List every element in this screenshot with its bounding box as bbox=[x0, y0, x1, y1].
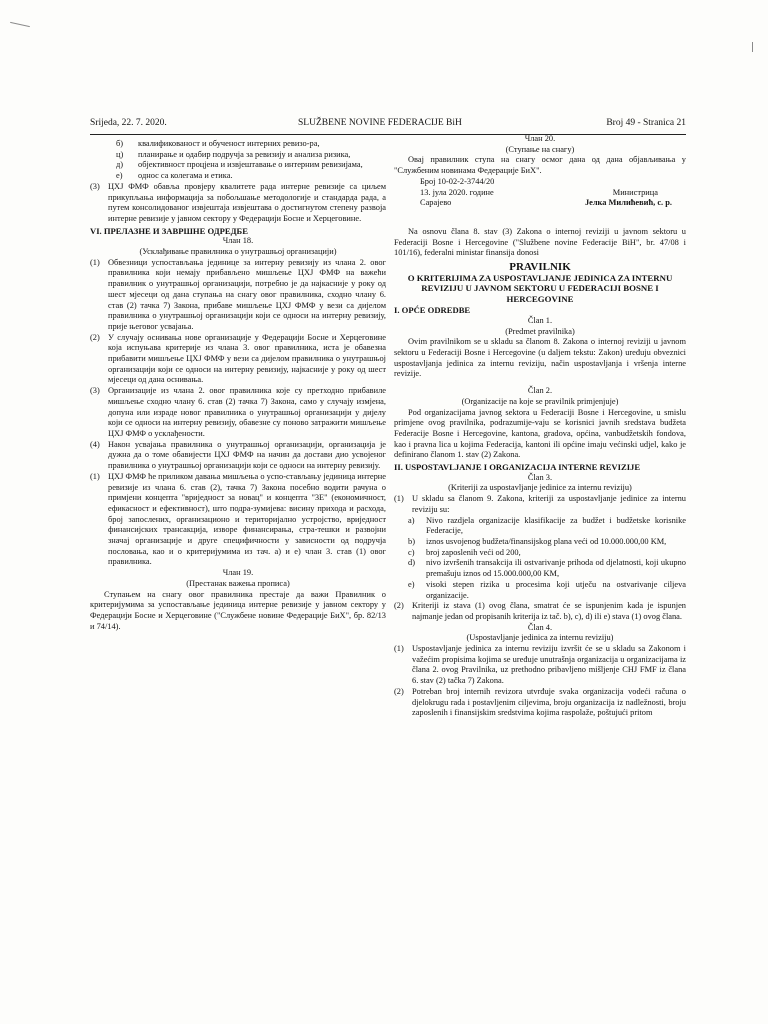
article-title: Član 2. bbox=[527, 386, 553, 396]
left-column bbox=[90, 139, 386, 632]
scan-mark bbox=[752, 42, 753, 52]
signature-name: Јелка Милићевић, с. р. bbox=[584, 198, 672, 208]
article-title: Član 3. bbox=[527, 472, 553, 482]
signature-place: Сарајево bbox=[420, 198, 452, 208]
document-title: PRAVILNIK bbox=[509, 261, 571, 274]
paragraph-number: (1) bbox=[90, 257, 100, 267]
paragraph-text: Обвезници успостављања јединице за интерну ревизију из члана 2. овог правилника који немају прибављено мишљење ЦХЈ ФМФ на важећи правилник о унутрашњој организацији, потребно је да најкасније у року од шест мјесеци од дана ступања на снагу овог правилника, сходно члану 6. став (2) тачка 7) Закона, прибаве мишљење ЦХЈ ФМФ у вези са дијелом правилника о унутрашњој организацији који се односи на интерну ревизију, прије његовог усвајања. bbox=[108, 257, 386, 331]
article-title: Član 4. bbox=[527, 622, 553, 632]
list-item: квалификованост и обученост интерних ревизо-ра, bbox=[138, 139, 320, 148]
paragraph-number: (1) bbox=[394, 644, 404, 654]
list-marker: д) bbox=[116, 160, 124, 170]
paragraph-text: У случају оснивања нове организације у Федерацији Босне и Херцеговине која испуњава критерије из члана 3. овог правилника, иста је обавезна прибавити мишљење ЦХЈ ФМФ у вези са дијелом правилника о унутрашњој организацији који се односи на интерну ревизију, најкасније у року од шест мјесеци од дана оснивања. bbox=[108, 332, 386, 385]
scan-mark bbox=[10, 22, 30, 27]
article-text: Ступањем на снагу овог правилника престаје да важи Правилник о критеријумима за успостављање јединица интерне ревизије у јавном сектору у Федерацији Босне и Херцеговине ("Службене новине Федерације БиХ", бр. 82/13 и 74/14). bbox=[90, 589, 386, 631]
signature-date: 13. јула 2020. године bbox=[420, 187, 494, 197]
paragraph-number: (3) bbox=[90, 181, 100, 191]
paragraph-text: ЦХЈ ФМФ ће приликом давања мишљења о успо-стављању јединица интерне ревизије из члана 6. став (2), тачка 7) Закона посебно водити рачуна о примјени концепта "вриједност за новац" и концепта "3Е" (економичност, ефикасност и ефективност), што подра-зумијева: висину прихода и расхода, број запослених, организационо и територијално устројство, вриједност финансијских трансакција, изворе финансирања, стра-тешки и развојни значај организације и друге специфичности у зависности од подручја пословања, као и о критеријумима из тач. а) и е) члан 3. став (1) овог правилника. bbox=[108, 471, 386, 567]
paragraph-text: Potreban broj internih revizora utvrđuje svaka organizacija vodeći računa o djelokrugu rada i postavljenim ciljevima, broju organizacija iz nadležnosti, broju zaposlenih i finansijskim sredstvima kojima raspolaže, poštujući pritom bbox=[412, 686, 686, 718]
list-marker: б) bbox=[116, 139, 124, 148]
paragraph-number: (2) bbox=[90, 332, 100, 342]
article-text: Ovim pravilnikom se u skladu sa članom 8. Zakona o internoj reviziji u javnom sektoru u Federaciji Bosne i Hercegovine (u daljem tekstu: Zakon) uređuju obveznici uspostavljanja jedinica za internu reviziju, način uspostavljanja i vršenja interne revizije. bbox=[394, 337, 686, 379]
article-title: Члан 18. bbox=[222, 236, 254, 246]
paragraph-number: (4) bbox=[90, 439, 100, 449]
list-marker: е) bbox=[116, 171, 123, 181]
article-subtitle: (Uspostavljanje jedinica za internu reviziju) bbox=[466, 633, 614, 643]
paragraph-number: (2) bbox=[394, 601, 404, 611]
list-item: Nivo razdjela organizacije klasifikacije za budžet i budžetske korisnike Federacije, bbox=[426, 515, 686, 536]
list-item: однос са колегама и етика. bbox=[138, 171, 233, 181]
list-item: nivo izvršenih transakcija ili ostvarivanje prihoda od djelatnosti, koji ukupno premašuju iznos od 15.000.000,00 KM, bbox=[426, 558, 686, 579]
article-subtitle: (Усклађивање правилника о унутрашњој организацији) bbox=[139, 247, 337, 257]
section-heading: I. OPĆE ODREDBE bbox=[394, 305, 471, 316]
paragraph-number: (2) bbox=[394, 686, 404, 696]
article-subtitle: (Ступање на снагу) bbox=[505, 144, 575, 154]
article-title: Član 1. bbox=[527, 315, 553, 325]
list-marker: b) bbox=[408, 537, 415, 546]
paragraph-text: U skladu sa članom 9. Zakona, kriteriji za uspostavljanje jedinice za internu reviziju su: bbox=[412, 494, 686, 514]
list-item: broj zaposlenih veći od 200, bbox=[426, 547, 521, 557]
article-title: Члан 20. bbox=[524, 134, 556, 143]
paragraph-number: (1) bbox=[394, 494, 404, 504]
page-header bbox=[90, 118, 686, 134]
paragraph-text: ЦХЈ ФМФ обавља провјеру квалитете рада интерне ревизије са циљем прикупљања информација за побољшање методологије и стандарда рада, а путем консолидованог извјештаја извјештава о достигнутом степену развоја интерне ревизије у јавном сектору у Федерацији Босне и Херцеговине. bbox=[108, 181, 386, 223]
paragraph-number: (1) bbox=[90, 471, 100, 481]
article-subtitle: (Predmet pravilnika) bbox=[505, 326, 575, 336]
document-subtitle: O KRITERIJIMA ZA USPOSTAVLJANJE JEDINICA ZA INTERNU REVIZIJU U JAVNOM SEKTORU U FEDERACIJI BOSNE I HERCEGOVINE bbox=[407, 272, 673, 304]
list-marker: c) bbox=[408, 547, 415, 557]
paragraph-number: (3) bbox=[90, 386, 100, 396]
list-marker: ц) bbox=[116, 149, 124, 159]
signature-role: Министрица bbox=[612, 187, 658, 197]
preamble-text: Na osnovu člana 8. stav (3) Zakona o internoj reviziji u javnom sektoru u Federaciji Bosne i Hercegovine ("Službene novine Federacije BiH", br. 47/08 i 101/16), federalni ministar finansija donosi bbox=[394, 226, 686, 258]
reference-number: Број 10-02-2-3744/20 bbox=[420, 176, 495, 186]
header-page-number: Broj 49 - Stranica 21 bbox=[606, 118, 686, 128]
article-text: Pod organizacijama javnog sektora u Federaciji Bosne i Hercegovine, u smislu primjene ovog pravilnika, podrazumije-vaju se korisnici javnih sredstava budžeta Federacije Bosne i Hercegovine, kantona, gradova, općina, vanbudžetskih fondova, kao i pravna lica u kojima Federacija, kantoni ili općine imaju većinski udjel, kako je definirano članom 1. stav (2) Zakona. bbox=[394, 407, 686, 460]
right-column bbox=[394, 134, 686, 719]
list-item: планирање и одабир подручја за ревизију и анализа ризика, bbox=[138, 149, 351, 159]
article-subtitle: (Kriteriji za uspostavljanje jedinice za internu reviziju) bbox=[448, 483, 632, 493]
paragraph-text: Uspostavljanje jedinica za internu reviziju izvršit će se u skladu sa Zakonom i važećim propisima kojima se uređuje unutrašnja organizacija u organizacijama iz člana 2. ovog Pravilnika, uz prethodno pribavljeno mišljenje CHJ FMF iz člana 6. stav (2) tačka 7) Zakona. bbox=[412, 644, 686, 686]
list-marker: e) bbox=[408, 579, 415, 589]
list-marker: d) bbox=[408, 558, 415, 568]
list-item: visoki stepen rizika u procesima koji utječu na ostvarivanje ciljeva organizacije. bbox=[426, 579, 686, 600]
section-heading: II. USPOSTAVLJANJE I ORGANIZACIJA INTERNE REVIZIJE bbox=[394, 462, 641, 473]
paragraph-text: Организације из члана 2. овог правилника које су претходно прибавиле мишљење сходно члану 6. став (2) тачка 7) Закона, само у случају измјена, допуна или израде новог правилника о унутрашњој организацији у дијелу који се односи на интерну ревизију, обавезне су поново затражити мишљење ЦХЈ ФМФ о усклађености. bbox=[108, 386, 386, 438]
article-subtitle: (Organizacije na koje se pravilnik primjenjuje) bbox=[461, 396, 619, 406]
list-item: iznos usvojenog budžeta/finansijskog plana veći od 10.000.000,00 KM, bbox=[426, 537, 667, 546]
article-subtitle: (Престанак важења прописа) bbox=[186, 578, 290, 588]
paragraph-text: Kriteriji iz stava (1) ovog člana, smatrat će se ispunjenim kada je ispunjen najmanje jedan od propisanih kriterija iz tač. b), c), d) ili e) stava (1) ovog člana. bbox=[412, 601, 686, 621]
paragraph-text: Након усвајања правилника о унутрашњој организацији, организација је дужна да о томе обавијести ЦХЈ ФМФ на начин да достави дио усвојеног правилника о унутрашњој организацији који се односи на интерну ревизију. bbox=[108, 439, 386, 471]
section-heading: VI. ПРЕЛАЗНЕ И ЗАВРШНЕ ОДРЕДБЕ bbox=[90, 225, 248, 236]
article-text: Овај правилник ступа на снагу осмог дана од дана објављивања у "Службеним новинама Федерације БиХ". bbox=[394, 155, 686, 176]
list-item: објективност процјена и извјештавање о интерним ревизијама, bbox=[138, 160, 363, 170]
list-marker: a) bbox=[408, 515, 415, 525]
header-publication: SLUŽBENE NOVINE FEDERACIJE BiH bbox=[298, 118, 462, 128]
article-title: Члан 19. bbox=[222, 568, 254, 578]
header-date: Srijeda, 22. 7. 2020. bbox=[90, 118, 167, 128]
